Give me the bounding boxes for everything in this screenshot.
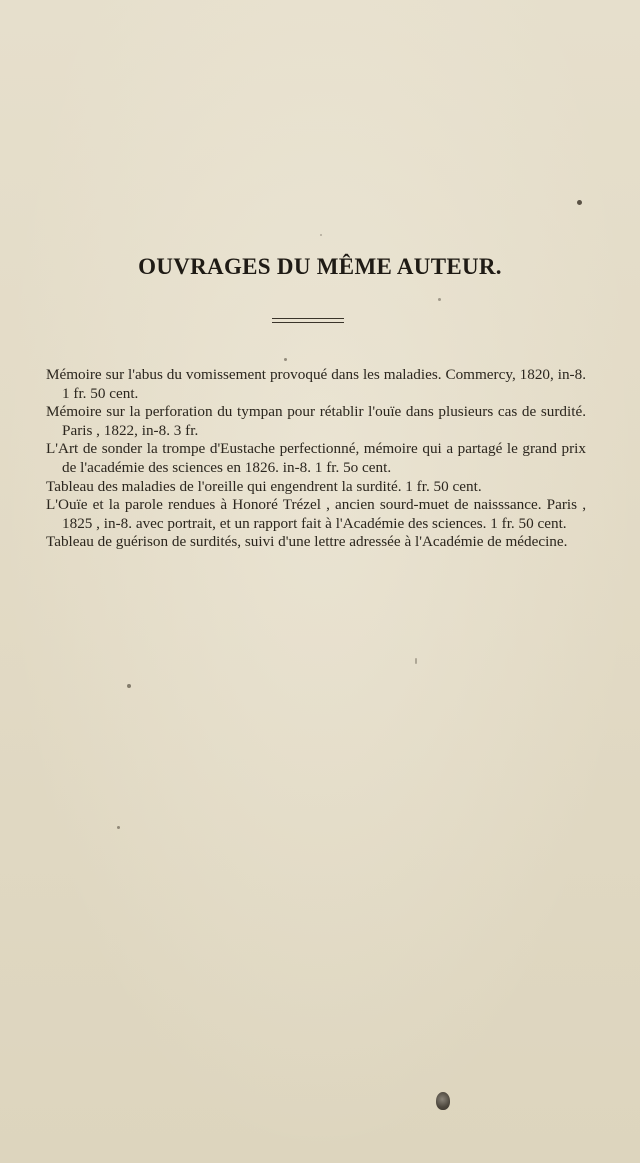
paper-speck [415,658,417,664]
works-list [46,366,586,552]
title-rule-bottom [272,322,344,323]
work-entry-3: L'Art de sonder la trompe d'Eustache perfectionné, mémoire qui a partagé le grand prix de l'académie des sciences en 1826. in-8. 1 fr. 5o cent. [46,440,586,476]
title-rule-top [272,318,344,319]
page-title: OUVRAGES DU MÊME AUTEUR. [138,254,502,279]
work-entry-5: L'Ouïe et la parole rendues à Honoré Trézel , ancien sourd-muet de naisssance. Paris , 1825 , in-8. avec portrait, et un rapport fait à l'Académie des sciences. 1 fr. 50 cent. [46,496,586,532]
paper-speck [117,826,120,829]
paper-speck [577,200,582,205]
work-entry-2: Mémoire sur la perforation du tympan pour rétablir l'ouïe dans plusieurs cas de surdité. Paris , 1822, in-8. 3 fr. [46,403,586,439]
library-stamp [436,1092,450,1110]
paper-speck [438,298,441,301]
paper-speck [320,234,322,236]
work-entry-1: Mémoire sur l'abus du vomissement provoqué dans les maladies. Commercy, 1820, in-8. 1 fr. 50 cent. [46,366,586,402]
work-entry-4: Tableau des maladies de l'oreille qui engendrent la surdité. 1 fr. 50 cent. [46,477,482,495]
work-entry-6: Tableau de guérison de surdités, suivi d'une lettre adressée à l'Académie de médecine. [46,533,568,551]
paper-speck [127,684,131,688]
paper-speck [284,358,287,361]
